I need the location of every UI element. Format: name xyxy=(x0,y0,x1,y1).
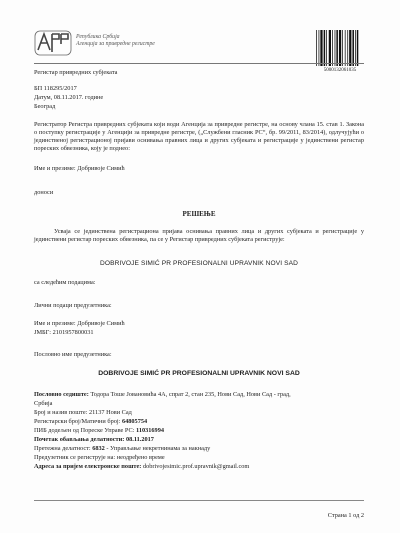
start-date-row xyxy=(34,436,364,444)
following-data: са следећим подацима: xyxy=(34,279,96,286)
seat-value: Тодора Тоше Јовановића 4А, спрат 2, стан 235, Нови Сад, Нови Сад - град, xyxy=(90,391,291,398)
acceptance-paragraph: Усваја се јединствена регистрациона пријава оснивања правних лица и других субјеката и регистрације у јединствени регистар пореских обвезника, па се у Регистар привредних субјеката региструје: xyxy=(34,228,364,244)
register-name: Регистар привредних субјеката xyxy=(34,69,118,76)
pib-value: 110316994 xyxy=(136,427,165,434)
seat-country: Србија xyxy=(34,400,53,407)
pib-row xyxy=(34,427,364,435)
activity-label: Претежна делатност: xyxy=(34,445,91,452)
seat-row xyxy=(34,391,364,399)
start-value: 08.11.2017 xyxy=(125,436,154,443)
business-name-heading: Пословно име предузетника: xyxy=(34,351,112,358)
page-number: Страна 1 од 2 xyxy=(327,512,364,519)
activity-row xyxy=(34,445,364,453)
reg-no-value: 64805754 xyxy=(121,418,148,425)
barcode xyxy=(316,30,364,66)
header-divider xyxy=(34,63,364,64)
email-label: Адреса за пријем електронске поште: xyxy=(34,463,142,470)
reg-no-label: Регистарски број/Матични број: xyxy=(34,418,121,425)
company-name-bold: DOBRIVOJE SIMIĆ PR PROFESIONALNI UPRAVNIK NOVI SAD xyxy=(98,370,300,377)
registration-number-row xyxy=(34,418,364,426)
postal-row: Број и назив поште: 21137 Нови Сад xyxy=(34,409,132,416)
activity-text: - Управљање некретнинама за накнаду xyxy=(106,445,211,452)
document-city: Београд xyxy=(34,103,56,110)
jmbg: ЈМБГ: 2101957800031 xyxy=(34,329,94,336)
agency-name xyxy=(76,34,155,48)
agency-line-2: Агенција за привредне регистре xyxy=(76,41,155,48)
pib-label: ПИБ додељен од Пореске Управе РС: xyxy=(34,427,135,434)
document-date: Датум, 08.11.2017. године xyxy=(34,94,104,101)
applicant-name: Име и презиме: Добривоје Симић xyxy=(34,165,125,172)
seat-label: Пословно седиште: xyxy=(34,391,89,398)
barcode-number: 5000132061035 xyxy=(323,68,357,73)
personal-data-heading: Лични подаци предузетника: xyxy=(34,302,112,309)
email-row xyxy=(34,463,364,471)
personal-name: Име и презиме: Добривоје Симић xyxy=(34,320,125,327)
activity-code: 6832 xyxy=(92,445,105,452)
start-label: Почетак обављања делатности: xyxy=(34,436,125,443)
registration-period: Предузетник се региструје на: неодређено време xyxy=(34,454,165,461)
case-number: БП 118295/2017 xyxy=(34,85,77,92)
apr-logo-icon xyxy=(34,30,72,56)
decision-title: РЕШЕЊЕ xyxy=(182,210,216,218)
company-name: DOBRIVOJE SIMIĆ PR PROFESIONALNI UPRAVNIK NOVI SAD xyxy=(100,260,298,268)
agency-line-1: Република Србија xyxy=(76,34,120,40)
email-value: dobrivojesimic.prof.upravnik@gmail.com xyxy=(142,463,250,470)
footer-divider xyxy=(34,500,364,501)
intro-paragraph: Регистратор Регистра привредних субјеката који води Агенција за привредне регистре, на основу члана 15. став 1. Закона о поступку регистрације у Агенцији за привредне регистре, („Службени гласник РС“, бр. 99/2011, 83/2014), одлучујући о јединственој регистрационој пријави оснивања правних лица и других субјеката и регистрације у јединствени регистар пореских обвезника, коју је поднео: xyxy=(34,121,364,153)
donosi-text: доноси xyxy=(34,189,54,196)
